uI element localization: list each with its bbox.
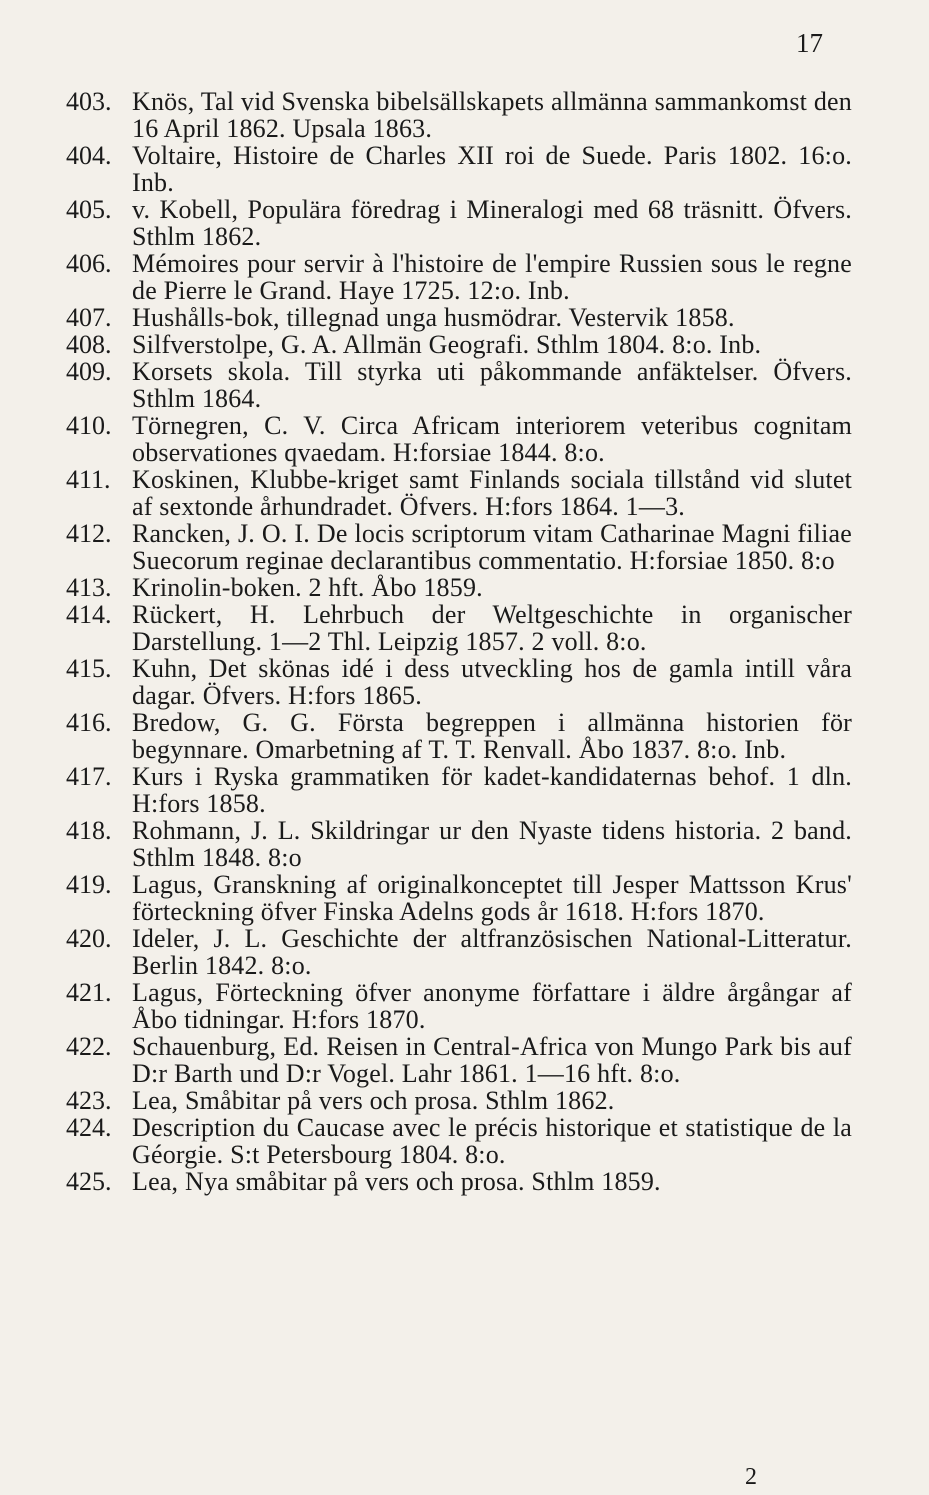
- entry-number: 416.: [66, 708, 112, 737]
- catalog-entry: [66, 1168, 852, 1195]
- entry-text: Krinolin-boken. 2 hft. Åbo 1859.: [132, 573, 483, 602]
- entry-text: Rückert, H. Lehrbuch der Weltgeschichte in organischer Darstellung. 1—2 Thl. Leipzig 1857. 2 voll. 8:o.: [132, 600, 852, 656]
- entry-text: Schauenburg, Ed. Reisen in Central-Africa von Mungo Park bis auf D:r Barth und D:r Vogel. Lahr 1861. 1—16 hft. 8:o.: [132, 1032, 852, 1088]
- entry-text: Korsets skola. Till styrka uti påkommande anfäktelser. Öfvers. Sthlm 1864.: [132, 357, 852, 413]
- catalog-entry: [66, 925, 852, 979]
- catalog-entry: [66, 601, 852, 655]
- catalog-entry: [66, 331, 852, 358]
- catalog-entry: [66, 763, 852, 817]
- entry-number: 409.: [66, 357, 112, 386]
- entry-number: 425.: [66, 1167, 112, 1196]
- printer-signature: 2: [745, 1464, 757, 1490]
- entry-text: Lea, Småbitar på vers och prosa. Sthlm 1862.: [132, 1086, 615, 1115]
- entry-number: 407.: [66, 303, 112, 332]
- catalog-entry: [66, 1087, 852, 1114]
- catalog-entry: [66, 655, 852, 709]
- catalog-entry: [66, 709, 852, 763]
- entry-number: 415.: [66, 654, 112, 683]
- catalog-entry: [66, 412, 852, 466]
- entry-text: Ideler, J. L. Geschichte der altfranzösischen National-Litteratur. Berlin 1842. 8:o.: [132, 924, 852, 980]
- entry-number: 418.: [66, 816, 112, 845]
- entry-list: [66, 88, 852, 1195]
- entry-text: Kuhn, Det skönas idé i dess utveckling hos de gamla intill våra dagar. Öfvers. H:fors 1865.: [132, 654, 852, 710]
- entry-text: Lagus, Granskning af originalkonceptet till Jesper Mattsson Krus' förteckning öfver Finska Adelns gods år 1618. H:fors 1870.: [132, 870, 852, 926]
- entry-text: Description du Caucase avec le précis historique et statistique de la Géorgie. S:t Petersbourg 1804. 8:o.: [132, 1113, 852, 1169]
- entry-text: Koskinen, Klubbe-kriget samt Finlands sociala tillstånd vid slutet af sextonde århundradet. Öfvers. H:fors 1864. 1—3.: [132, 465, 852, 521]
- entry-number: 412.: [66, 519, 112, 548]
- entry-number: 404.: [66, 141, 112, 170]
- entry-number: 406.: [66, 249, 112, 278]
- entry-text: Knös, Tal vid Svenska bibelsällskapets allmänna sammankomst den 16 April 1862. Upsala 1863.: [132, 87, 852, 143]
- catalog-entry: [66, 979, 852, 1033]
- catalog-entry: [66, 88, 852, 142]
- entry-number: 413.: [66, 573, 112, 602]
- entry-text: Hushålls-bok, tillegnad unga husmödrar. Vestervik 1858.: [132, 303, 735, 332]
- catalog-entry: [66, 574, 852, 601]
- entry-text: Voltaire, Histoire de Charles XII roi de Suede. Paris 1802. 16:o. Inb.: [132, 141, 852, 197]
- catalog-entry: [66, 817, 852, 871]
- entry-text: Bredow, G. G. Första begreppen i allmänna historien för begynnare. Omarbetning af T. T. Renvall. Åbo 1837. 8:o. Inb.: [132, 708, 852, 764]
- catalog-entry: [66, 250, 852, 304]
- catalog-entry: [66, 466, 852, 520]
- catalog-entry: [66, 520, 852, 574]
- entry-number: 424.: [66, 1113, 112, 1142]
- entry-number: 405.: [66, 195, 112, 224]
- entry-text: Rancken, J. O. I. De locis scriptorum vitam Catharinae Magni filiae Suecorum reginae declarantibus commentatio. H:forsiae 1850. 8:o: [132, 519, 852, 575]
- entry-text: v. Kobell, Populära föredrag i Mineralogi med 68 träsnitt. Öfvers. Sthlm 1862.: [132, 195, 852, 251]
- entry-text: Törnegren, C. V. Circa Africam interiorem veteribus cognitam observationes qvaedam. H:forsiae 1844. 8:o.: [132, 411, 852, 467]
- catalog-entry: [66, 304, 852, 331]
- entry-number: 408.: [66, 330, 112, 359]
- catalog-entry: [66, 196, 852, 250]
- entry-number: 420.: [66, 924, 112, 953]
- catalog-entry: [66, 1033, 852, 1087]
- entry-text: Rohmann, J. L. Skildringar ur den Nyaste tidens historia. 2 band. Sthlm 1848. 8:o: [132, 816, 852, 872]
- catalog-entry: [66, 1114, 852, 1168]
- entry-text: Silfverstolpe, G. A. Allmän Geografi. Sthlm 1804. 8:o. Inb.: [132, 330, 762, 359]
- entry-text: Lagus, Förteckning öfver anonyme författare i äldre årgångar af Åbo tidningar. H:fors 1870.: [132, 978, 852, 1034]
- entry-number: 417.: [66, 762, 112, 791]
- entry-text: Lea, Nya småbitar på vers och prosa. Sthlm 1859.: [132, 1167, 661, 1196]
- page-number: 17: [796, 28, 823, 58]
- entry-text: Kurs i Ryska grammatiken för kadet-kandidaternas behof. 1 dln. H:fors 1858.: [132, 762, 852, 818]
- entry-number: 403.: [66, 87, 112, 116]
- catalog-entry: [66, 871, 852, 925]
- entry-number: 411.: [66, 465, 111, 494]
- entry-number: 423.: [66, 1086, 112, 1115]
- entry-number: 419.: [66, 870, 112, 899]
- catalog-entry: [66, 142, 852, 196]
- entry-number: 414.: [66, 600, 112, 629]
- entry-text: Mémoires pour servir à l'histoire de l'empire Russien sous le regne de Pierre le Grand. Haye 1725. 12:o. Inb.: [132, 249, 852, 305]
- entry-number: 422.: [66, 1032, 112, 1061]
- entry-number: 410.: [66, 411, 112, 440]
- entry-number: 421.: [66, 978, 112, 1007]
- catalog-entry: [66, 358, 852, 412]
